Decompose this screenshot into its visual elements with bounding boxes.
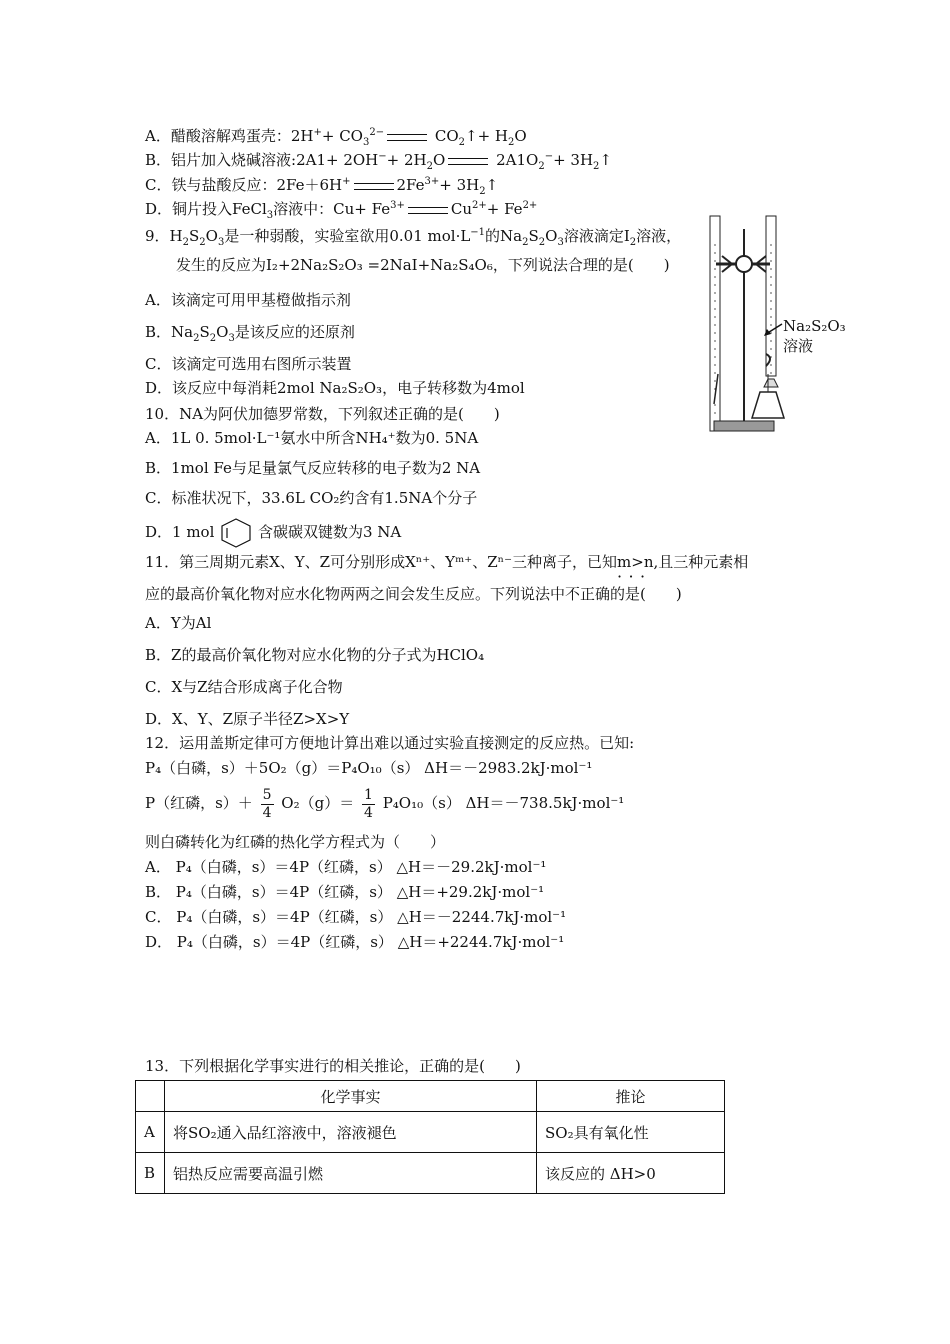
q11-option-d: D．X、Y、Z原子半径Z>X>Y: [145, 710, 350, 728]
equals-sign: [448, 158, 488, 165]
table-header-row: [136, 1081, 725, 1112]
q9-option-b: B．$Na_2S_2O_3$是该反应的还原剂: [145, 323, 355, 344]
equals-sign: [387, 134, 427, 141]
fraction-5-4: $\frac{5}{4}$: [262, 786, 272, 821]
q8-option-a: A．醋酸溶解鸡蛋壳：$2H^++ CO_3^{2-}$ $CO_2↑+ H_2O$: [145, 127, 527, 148]
q8-option-d: D．铜片投入FeCl$_3$溶液中：$Cu+ Fe^{3+}$ $Cu^{2+}+ Fe^{2+}$: [145, 200, 538, 221]
q9-option-c: C．该滴定可选用右图所示装置: [145, 355, 352, 373]
emphasis-dots: · · ·: [617, 567, 646, 586]
q11-stem-2: 应的最高价氧化物对应水化物两两之间会发生反应。下列说法中不正确的是( ): [145, 585, 682, 603]
q9-stem-2: 发生的反应为I₂+2Na₂S₂O₃ =2NaI+Na₂S₄O₆，下列说法合理的是( ): [176, 256, 670, 274]
q10-option-d: D．1 mol 含碳碳双键数为3 NA: [145, 517, 401, 549]
table-row: [136, 1112, 725, 1153]
q12-option-c: C． P₄（白磷，s）＝4P（红磷，s） △H＝－2244.7kJ·mol⁻¹: [145, 908, 567, 926]
arrow-icon: [762, 322, 784, 338]
table-header-cell: [136, 1081, 165, 1112]
q9-option-d: D．该反应中每消耗2mol Na₂S₂O₃，电子转移数为4mol: [145, 379, 525, 397]
table-header-cell: 化学事实: [165, 1081, 537, 1112]
q12-option-b: B． P₄（白磷，s）＝4P（红磷，s） △H＝+29.2kJ·mol⁻¹: [145, 883, 545, 901]
equals-sign: [408, 207, 448, 214]
apparatus-label-formula: Na₂S₂O₃: [783, 317, 846, 335]
q8-option-b: B．铝片加入烧碱溶液:2A1+ $2OH^-+ 2H_2O$ $2A1O_2^-+$ $3H_2↑$: [145, 151, 612, 172]
table-cell: SO₂具有氧化性: [537, 1112, 725, 1153]
table-cell: 铝热反应需要高温引燃: [165, 1153, 537, 1194]
table-header-cell: 推论: [537, 1081, 725, 1112]
q10-option-c: C．标准状况下，33.6L CO₂约含有1.5NA个分子: [145, 489, 478, 507]
table-row: [136, 1153, 725, 1194]
q9-option-a: A．该滴定可用甲基橙做指示剂: [145, 291, 351, 309]
q12-question: 则白磷转化为红磷的热化学方程式为（ ）: [145, 833, 446, 851]
table-cell: 该反应的 ΔH>0: [537, 1153, 725, 1194]
q11-stem: 11．第三周期元素X、Y、Z可分别形成Xⁿ⁺、Yᵐ⁺、Zⁿ⁻三种离子，已知m>n,且三种元素相: [145, 553, 749, 571]
q12-option-d: D． P₄（白磷，s）＝4P（红磷，s） △H＝+2244.7kJ·mol⁻¹: [145, 933, 565, 951]
q10-option-a: A．1L 0. 5mol·L⁻¹氨水中所含NH₄⁺数为0. 5NA: [145, 429, 479, 447]
q13-stem: 13．下列根据化学事实进行的相关推论，正确的是( ): [145, 1057, 521, 1075]
apparatus-label-solution: 溶液: [783, 337, 814, 355]
table-cell: A: [136, 1112, 165, 1153]
q12-stem: 12．运用盖斯定律可方便地计算出难以通过实验直接测定的反应热。已知:: [145, 734, 635, 752]
q12-equation-1: P₄（白磷，s）＋5O₂（g）＝P₄O₁₀（s） ΔH＝－2983.2kJ·mol⁻¹: [145, 759, 593, 777]
q13-table: [135, 1080, 725, 1194]
q8-option-c: C．铁与盐酸反应：2Fe＋6H+ $2Fe^{3+}+$ $3H_2↑$: [145, 176, 499, 197]
q12-equation-2: P（红磷，s）＋ $\frac{5}{4}$ O₂（g）＝ $\frac{1}{4}$ P₄O₁₀（s） ΔH＝－738.5kJ·mol⁻¹: [145, 786, 625, 821]
table-cell: 将SO₂通入品红溶液中，溶液褪色: [165, 1112, 537, 1153]
table-cell: B: [136, 1153, 165, 1194]
q11-option-c: C．X与Z结合形成离子化合物: [145, 678, 343, 696]
q12-option-a: A． P₄（白磷，s）＝4P（红磷，s） △H＝－29.2kJ·mol⁻¹: [145, 858, 547, 876]
q9-stem: 9．$H_2S_2O_3$是一种弱酸，实验室欲用0.01 $mol\cdot L^{-1}$的$Na_2S_2O_3$溶液滴定$I_2$溶液，: [145, 227, 682, 248]
benzene-ring-icon: [219, 517, 253, 549]
q10-option-b: B．1mol Fe与足量氯气反应转移的电子数为2 NA: [145, 459, 481, 477]
q11-option-b: B．Z的最高价氧化物对应水化物的分子式为HClO₄: [145, 646, 485, 664]
q10-stem: 10．NA为阿伏加德罗常数，下列叙述正确的是( ): [145, 405, 500, 423]
fraction-1-4: $\frac{1}{4}$: [363, 786, 373, 821]
equals-sign: [354, 183, 394, 190]
q11-option-a: A．Y为Al: [145, 614, 212, 632]
